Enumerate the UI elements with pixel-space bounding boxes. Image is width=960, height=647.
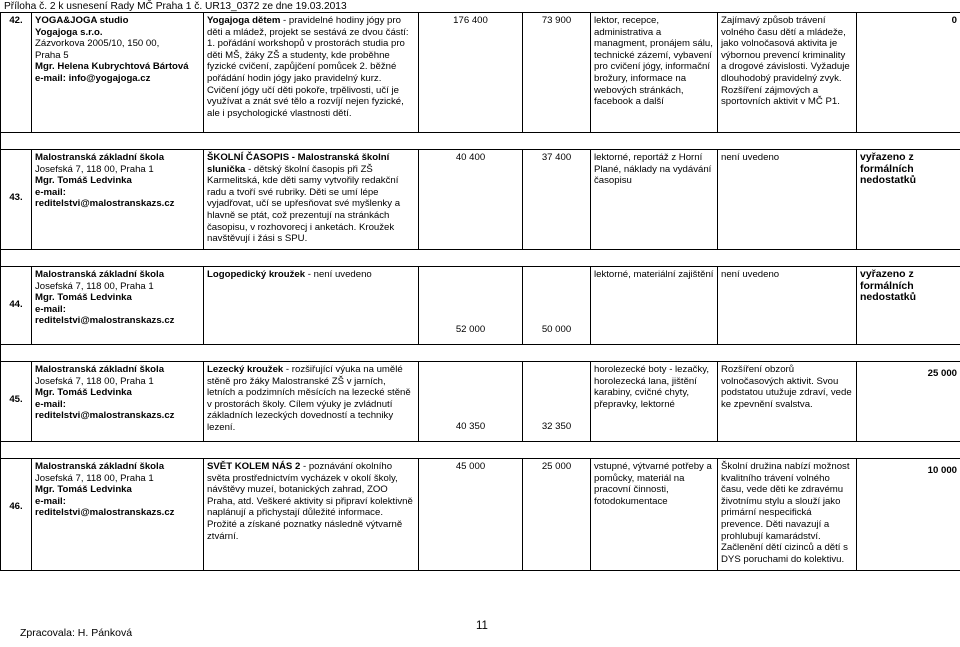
row-number: 45.: [1, 362, 32, 442]
table-row: [1, 459, 960, 571]
purpose-cell: lektor, recepce, administrativa a managment, pronájem sálu, technické zázemí, vybavení pro cvičení jógy, informační brožury, informace na webových stránkách, facebook a další: [591, 13, 718, 133]
applicant-cell: [32, 459, 204, 571]
applicant-address: Josefská 7, 118 00, Praha 1: [35, 472, 154, 484]
row-number: 42.: [1, 13, 32, 133]
project-title: Logopedický kroužek: [207, 269, 306, 280]
assessment-cell: Školní družina nabízí možnost kvalitního trávení volného času, vede děti ke zdravému životnímu stylu a slouží jako primární nespecifická prevence. Děti navazují a prohlubují kamarádství. Začlenění dětí cizinců a dětí s DYS poruchami do kolektivu.: [718, 459, 857, 571]
recommended-amount: 10 000: [857, 459, 960, 571]
applicant-email: e-mail: reditelstvi@malostranskazs.cz: [35, 495, 175, 519]
applicant-city: Praha 5: [35, 49, 69, 61]
project-title: SVĚT KOLEM NÁS 2: [207, 461, 301, 472]
applicant-address: Zázvorkova 2005/10, 150 00,: [35, 38, 160, 50]
requested-amount: 50 000: [523, 267, 591, 345]
project-description: - dětský školní časopis při ZŠ Karmelitská, kde děti samy vytvořily redakční radu a tvoří své rubriky. Děti se umí lépe vyjadřovat, učí se upřesňovat své myšlenky a hlavně se ptát, což prezentují na stránkách časopisu, v rozhovorecj i anketách. Kroužek navštěvují i žási s SPU.: [207, 163, 401, 245]
assessment-cell: není uvedeno: [718, 150, 857, 250]
purpose-cell: horolezecké boty - lezačky, horolezecká lana, jištění karabiny, cvičné chyty, přepravky, lektorné: [591, 362, 718, 442]
recommended-amount: 25 000: [857, 362, 960, 442]
applicant-address: Josefská 7, 118 00, Praha 1: [35, 375, 154, 387]
total-cost: 52 000: [419, 267, 523, 345]
project-title: Lezecký kroužek: [207, 364, 284, 375]
total-cost: 45 000: [419, 459, 523, 571]
recommended-amount: vyřazeno z formálních nedostatků: [857, 267, 960, 345]
requested-amount: 37 400: [523, 150, 591, 250]
applicant-contact-person: Mgr. Tomáš Ledvinka: [35, 175, 132, 187]
applicant-cell: [32, 13, 204, 133]
applicant-email: e-mail: info@yogajoga.cz: [35, 72, 151, 84]
applicant-email: e-mail: reditelstvi@malostranskazs.cz: [35, 303, 175, 327]
assessment-cell: Zajímavý způsob trávení volného času dětí a mládeže, jako volnočasová aktivita je výbornou prevencí kriminality a drogové závislosti. Vyžaduje dlouhodobý pravidelný zvyk. Rozšíření zájmových a sportovních aktivit v MČ P1.: [718, 13, 857, 133]
table-row: [1, 267, 960, 345]
document-header-note: Příloha č. 2 k usnesení Rady MČ Praha 1 č. UR13_0372 ze dne 19.03.2013: [4, 1, 347, 12]
purpose-cell: vstupné, výtvarné potřeby a pomůcky, materiál na pracovní činnosti, fotodokumentace: [591, 459, 718, 571]
project-title: Yogajoga dětem: [207, 15, 281, 26]
project-cell: [204, 13, 419, 133]
applicant-email: e-mail: reditelstvi@malostranskazs.cz: [35, 398, 175, 422]
project-title: ŠKOLNÍ ČASOPIS - Malostranská školní slunička: [207, 152, 390, 175]
total-cost: 40 350: [419, 362, 523, 442]
applicant-email: e-mail: reditelstvi@malostranskazs.cz: [35, 186, 175, 210]
total-cost: 40 400: [419, 150, 523, 250]
footer-author: Zpracovala: H. Pánková: [20, 627, 133, 639]
applicant-name: Malostranská základní škola: [35, 269, 165, 280]
applicant-contact-person: Mgr. Tomáš Ledvinka: [35, 387, 132, 399]
recommended-amount: vyřazeno z formálních nedostatků: [857, 150, 960, 250]
project-cell: [204, 150, 419, 250]
applicant-name: Malostranská základní škola: [35, 461, 165, 472]
requested-amount: 25 000: [523, 459, 591, 571]
project-description: - pravidelné hodiny jógy pro děti a mládež, projekt se sestává ze dvou částí: 1. pořádání workshopů v prostorách studia pro děti MŠ, žáky ZŠ a studenty, kde proběhne fyzické cvičení, zapůjčení pomůcek 2. běžné pořádání hodin jógy jako pravidelný kurz. Cvičení jógy učí děti pokoře, trpělivosti, učí je využívat a znát své tělo a rozvíjí nejen fyzické, ale i psychologické vlastnosti dětí.: [207, 15, 409, 119]
project-cell: [204, 267, 419, 345]
project-description: - rozšiřující výuka na umělé stěně pro žáky Malostranské ZŠ v jarních, letních a podzimních měsících na lezecké stěně v prostorách školy. Cílem výuky je zvládnutí základních lezeckých dovedností a techniky lezení.: [207, 364, 411, 433]
row-number: 44.: [1, 267, 32, 345]
table-row: [1, 150, 960, 250]
applicant-cell: [32, 362, 204, 442]
page-number: 11: [476, 620, 488, 632]
applicant-contact-person: Mgr. Tomáš Ledvinka: [35, 292, 132, 304]
applicant-address: Josefská 7, 118 00, Praha 1: [35, 280, 154, 292]
project-description: - poznávání okolního světa prostřednictvím vycházek v okolí školy, návštěvy muzeí, botanických zahrad, ZOO Praha, atd. Veškeré aktivity si připraví kolektivně naplánují a přichystají důležité informace. Prožité a získané poznatky následně výtvarně ztvární.: [207, 461, 413, 542]
project-cell: [204, 459, 419, 571]
purpose-cell: lektorné, reportáž z Horní Plané, náklady na vydávání časopisu: [591, 150, 718, 250]
applicant-address: Josefská 7, 118 00, Praha 1: [35, 163, 154, 175]
requested-amount: 32 350: [523, 362, 591, 442]
purpose-cell: lektorné, materiální zajištění: [591, 267, 718, 345]
project-description: - není uvedeno: [305, 269, 372, 280]
grant-applications-table: [0, 12, 960, 571]
row-number: 43.: [1, 150, 32, 250]
applicant-cell: [32, 150, 204, 250]
requested-amount: 73 900: [523, 13, 591, 133]
project-cell: [204, 362, 419, 442]
applicant-org: Yogajoga s.r.o.: [35, 26, 103, 38]
assessment-cell: není uvedeno: [718, 267, 857, 345]
recommended-amount: 0: [857, 13, 960, 133]
applicant-contact-person: Mgr. Tomáš Ledvinka: [35, 484, 132, 496]
applicant-name: Malostranská základní škola: [35, 152, 165, 163]
table-row: [1, 362, 960, 442]
assessment-cell: Rozšíření obzorů volnočasových aktivit. Svou podstatou utužuje zdraví, vede ke zpevnění svalstva.: [718, 362, 857, 442]
total-cost: 176 400: [419, 13, 523, 133]
applicant-cell: [32, 267, 204, 345]
row-number: 46.: [1, 459, 32, 571]
applicant-contact-person: Mgr. Helena Kubrychtová Bártová: [35, 61, 189, 73]
applicant-name: YOGA&JOGA studio: [35, 15, 129, 26]
table-row: [1, 13, 960, 133]
applicant-name: Malostranská základní škola: [35, 364, 165, 375]
